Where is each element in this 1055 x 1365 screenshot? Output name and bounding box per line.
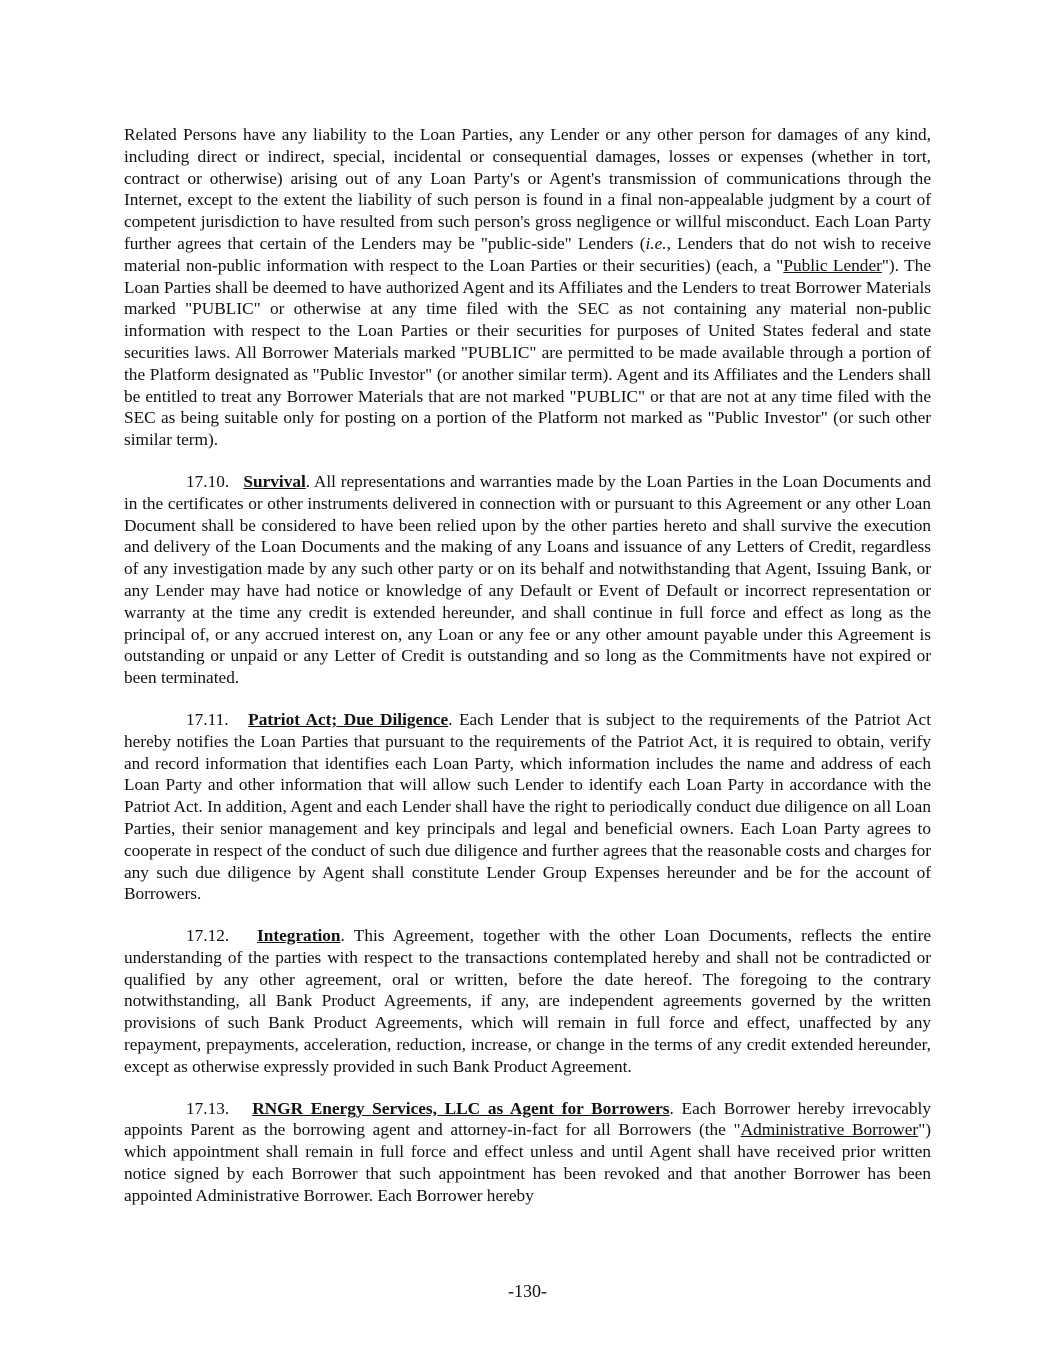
section-number: 17.11. (186, 709, 229, 729)
section-17-13: 17.13. RNGR Energy Services, LLC as Agent for Borrowers. Each Borrower hereby irrevocably appoints Parent as the borrowing agent and attorney-in-fact for all Borrowers (the "Administrative Borrower") which appointment shall remain in full force and effect unless and until Agent shall have received prior written notice signed by each Borrower that such appointment has been revoked and that another Borrower has been appointed Administrative Borrower. Each Borrower hereby (124, 1098, 931, 1205)
section-heading: Integration (256, 926, 341, 946)
ie-italic: i.e. (645, 233, 667, 253)
section-number: 17.13. (186, 1098, 230, 1118)
section-17-10: 17.10. Survival. All representations and warranties made by the Loan Parties in the Loan Documents and in the certificates or other instruments delivered in connection with or pursuant to this Agreement or any other Loan Document shall be considered to have been relied upon by the other parties hereto and shall survive the execution and delivery of the Loan Documents and the making of any Loans and issuance of any Letters of Credit, regardless of any investigation made by any such other party or on its behalf and notwithstanding that Agent, Issuing Bank, or any Lender may have had notice or knowledge of any Default or Event of Default or incorrect representation or warranty at the time any credit is extended hereunder, and shall continue in full force and effect as long as the principal of, or any accrued interest on, any Loan or any fee or any other amount payable under this Agreement is outstanding or unpaid or any Letter of Credit is outstanding and so long as the Commitments have not expired or been terminated. (124, 471, 931, 688)
page-number: -130- (508, 1281, 547, 1301)
section-17-12: 17.12. Integration. This Agreement, together with the other Loan Documents, reflects the entire understanding of the parties with respect to the transactions contemplated hereby and shall not be contradicted or qualified by any other agreement, oral or written, before the date hereof. The foregoing to the contrary notwithstanding, all Bank Product Agreements, if any, are independent agreements governed by the written provisions of such Bank Product Agreements, which will remain in full force and effect, unaffected by any repayment, prepayments, acceleration, reduction, increase, or change in the terms of any credit extended hereunder, except as otherwise expressly provided in such Bank Product Agreement. (124, 926, 931, 1076)
defined-term-public-lender: Public Lender (783, 255, 882, 275)
paragraph-continuation: Related Persons have any liability to the Loan Parties, any Lender or any other person for damages of any kind, including direct or indirect, special, incidental or consequential damages, losses or expenses (whether in tort, contract or otherwise) arising out of any Loan Party's or Agent's transmission of communications through the Internet, except to the extent the liability of such person is found in a final non-appealable judgment by a court of competent jurisdiction to have resulted from such person's gross negligence or willful misconduct. Each Loan Party further agrees that certain of the Lenders may be "public-side" Lenders (i.e., Lenders that do not wish to receive material non-public information with respect to the Loan Parties or their securities) (each, a "Public Lender"). The Loan Parties shall be deemed to have authorized Agent and its Affiliates and the Lenders to treat Borrower Materials marked "PUBLIC" or otherwise at any time filed with the SEC as not containing any material non-public information with respect to the Loan Parties or their securities for purposes of United States federal and state securities laws. All Borrower Materials marked "PUBLIC" are permitted to be made available through a portion of the Platform designated as "Public Investor" (or another similar term). Agent and its Affiliates and the Lenders shall be entitled to treat any Borrower Materials that are not marked "PUBLIC" or that are not at any time filed with the SEC as being suitable only for posting on a portion of the Platform not marked as "Public Investor" (or such other similar term). (124, 125, 931, 450)
section-heading: RNGR Energy Services, LLC as Agent for Borrowers (252, 1098, 670, 1118)
section-heading: Patriot Act; Due Diligence (248, 709, 449, 729)
section-number: 17.10. (186, 471, 230, 491)
section-number: 17.12. (186, 926, 230, 946)
section-17-11: 17.11. Patriot Act; Due Diligence. Each Lender that is subject to the requirements of the Patriot Act hereby notifies the Loan Parties that pursuant to the requirements of the Patriot Act, it is required to obtain, verify and record information that identifies each Loan Party, which information includes the name and address of each Loan Party and other information that will allow such Lender to identify each Loan Party in accordance with the Patriot Act. In addition, Agent and each Lender shall have the right to periodically conduct due diligence on all Loan Parties, their senior management and key principals and legal and beneficial owners. Each Loan Party agrees to cooperate in respect of the conduct of such due diligence and further agrees that the reasonable costs and charges for any such due diligence by Agent shall constitute Lender Group Expenses hereunder and be for the account of Borrowers. (124, 709, 931, 904)
defined-term-administrative-borrower: Administrative Borrower (740, 1120, 919, 1140)
section-heading: Survival (243, 471, 306, 491)
document-body (124, 124, 931, 1227)
